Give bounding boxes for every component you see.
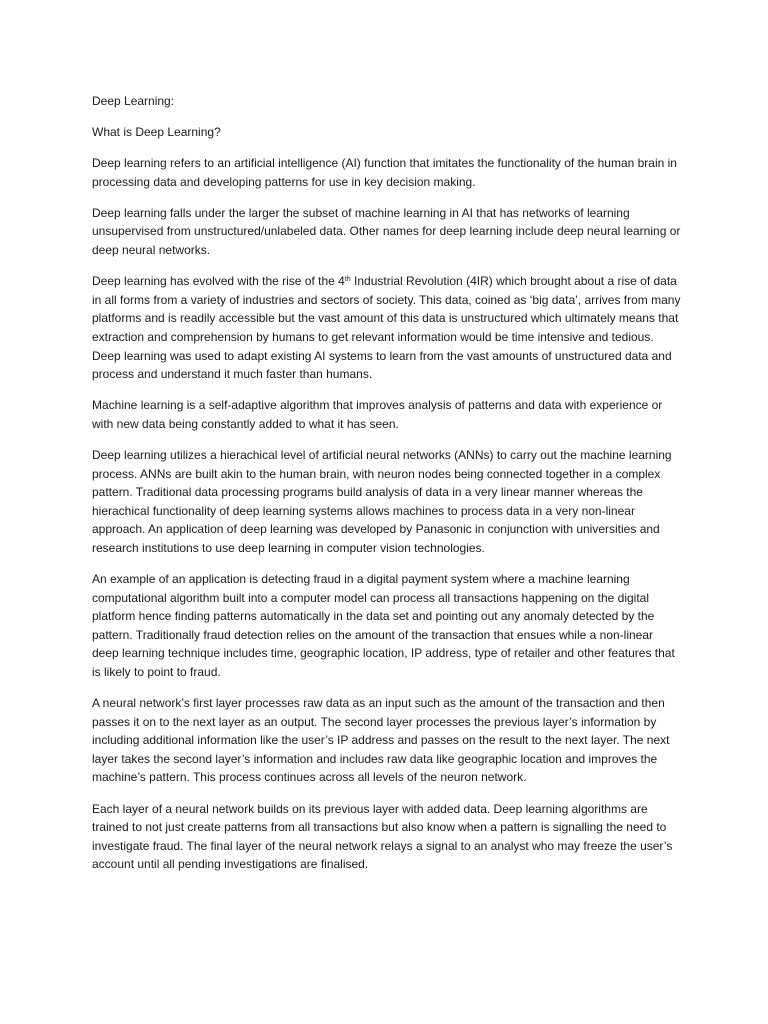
document-subtitle: What is Deep Learning?	[92, 125, 221, 140]
paragraph-fraud-example: An example of an application is detecting fraud in a digital payment system where a machine learning computational algorithm built into a computer model can process all transactions happening on the digital platform hence finding patterns automatically in the data set and pointing out any anomaly detected by the pattern. Traditionally fraud detection relies on the amount of the transaction that ensues while a non-linear deep learning technique includes time, geographic location, IP address, type of retailer and other features that is likely to point to fraud.	[92, 571, 675, 679]
paragraph-4ir	[92, 272, 682, 384]
paragraph-ann: Deep learning utilizes a hierachical level of artificial neural networks (ANNs) to carry out the machine learning process. ANNs are built akin to the human brain, with neuron nodes being connected together in a complex pattern. Traditional data processing programs build analysis of data in a very linear manner whereas the hierachical functionality of deep learning systems allows machines to process data in a very non-linear approach. An application of deep learning was developed by Panasonic in conjunction with universities and research institutions to use deep learning in computer vision technologies.	[92, 447, 672, 555]
paragraph-definition: Deep learning refers to an artificial intelligence (AI) function that imitates the functionality of the human brain in processing data and developing patterns for use in key decision making.	[92, 156, 677, 189]
paragraph-final-layer: Each layer of a neural network builds on its previous layer with added data. Deep learning algorithms are trained to not just create patterns from all transactions but also know when a pattern is signalling the need to investigate fraud. The final layer of the neural network relays a signal to an analyst who may freeze the user’s account until all pending investigations are finalised.	[92, 801, 673, 872]
document-body	[92, 92, 682, 886]
ordinal-suffix: th	[344, 276, 351, 284]
paragraph-4ir-start: Deep learning has evolved with the rise of the 4	[92, 274, 345, 289]
paragraph-4ir-rest: Industrial Revolution (4IR) which brought about a rise of data in all forms from a variety of industries and sectors of society. This data, coined as ‘big data’, arrives from many platforms and is readily accessible but the vast amount of this data is unstructured which ultimately means that extraction and comprehension by humans to get relevant information would be time intensive and tedious. Deep learning was used to adapt existing AI systems to learn from the vast amounts of unstructured data and process and understand it much faster than humans.	[92, 274, 681, 382]
paragraph-layers: A neural network’s first layer processes raw data as an input such as the amount of the transaction and then passes it on to the next layer as an output. The second layer processes the previous layer’s information by including additional information like the user’s IP address and passes on the result to the next layer. The next layer takes the second layer’s information and includes raw data like geographic location and improves the machine’s pattern. This process continues across all levels of the neuron network.	[92, 696, 670, 785]
paragraph-machine-learning: Machine learning is a self-adaptive algorithm that improves analysis of patterns and data with experience or with new data being constantly added to what it has seen.	[92, 398, 663, 431]
document-title: Deep Learning:	[92, 94, 175, 108]
paragraph-subset: Deep learning falls under the larger the subset of machine learning in AI that has networks of learning unsupervised from unstructured/unlabeled data. Other names for deep learning include deep neural learning or deep neural networks.	[92, 205, 681, 258]
